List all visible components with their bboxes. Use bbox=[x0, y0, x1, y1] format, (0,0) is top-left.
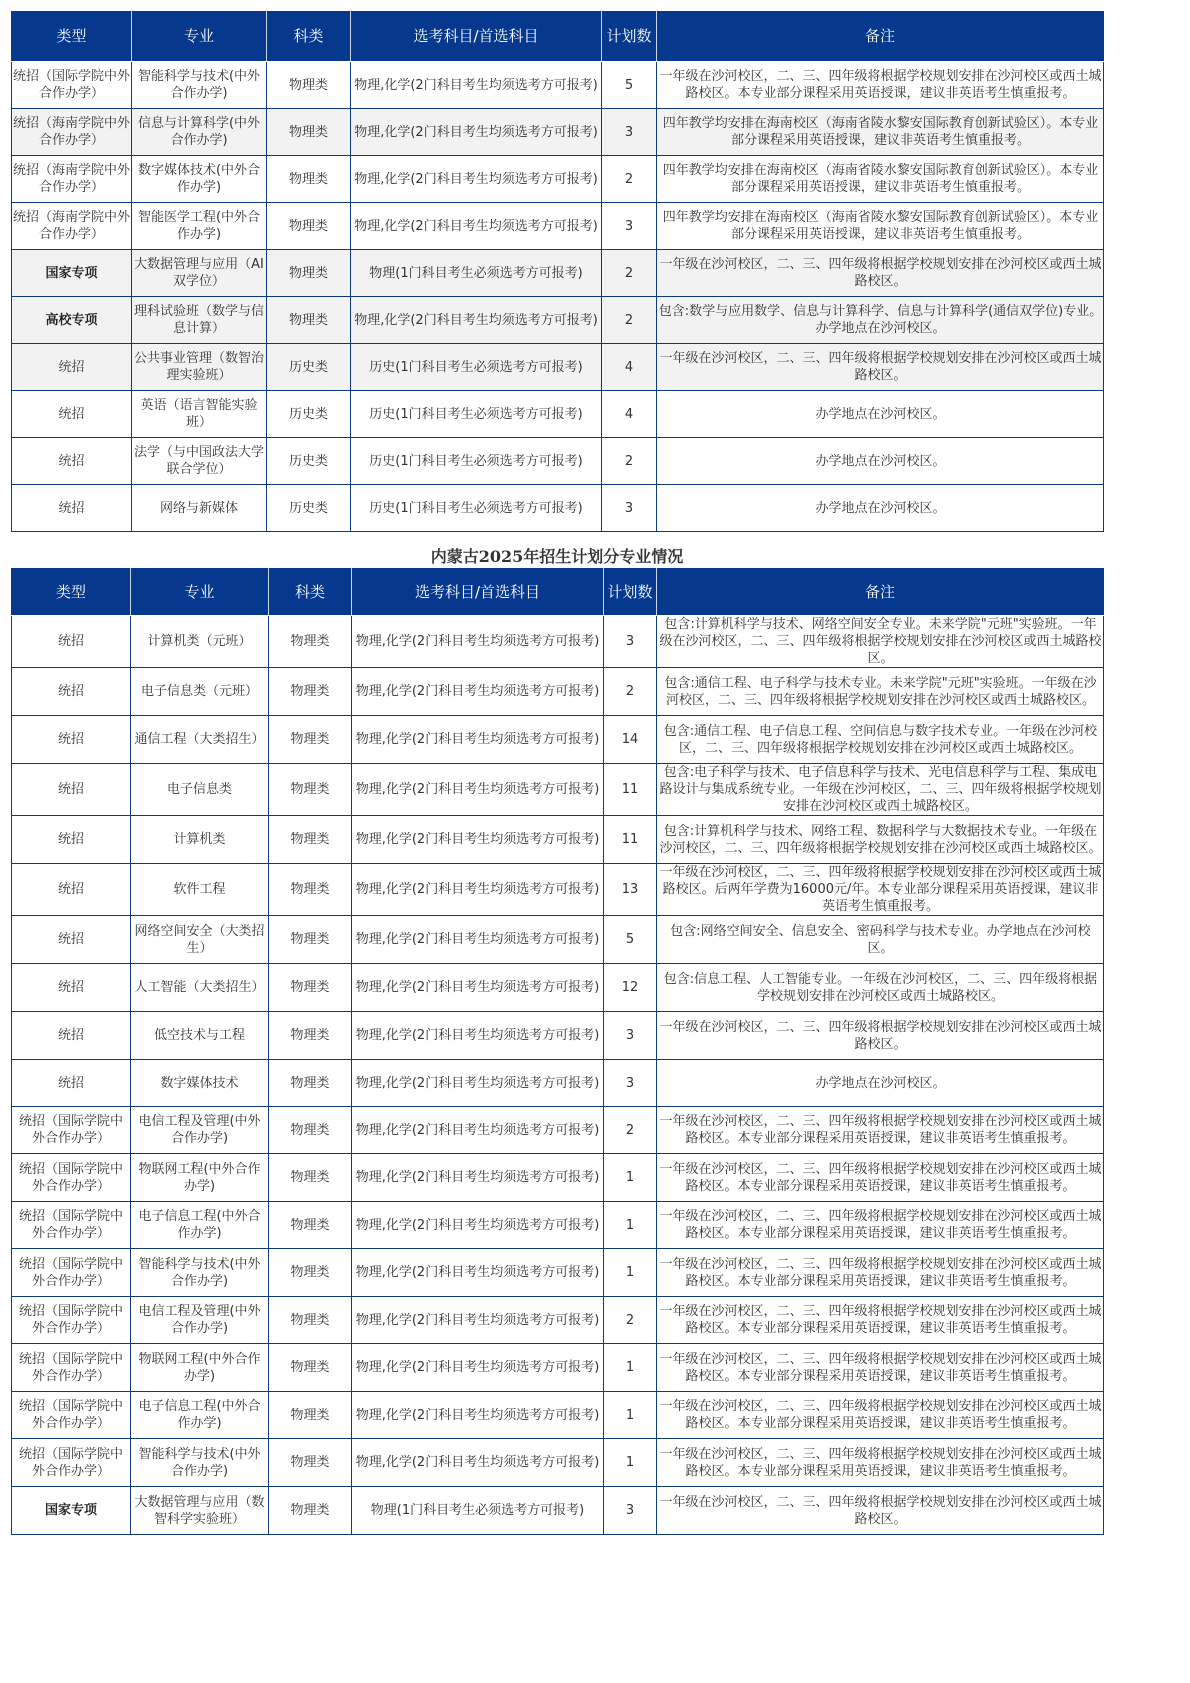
cell-note: 包含:电子科学与技术、电子信息科学与技术、光电信息科学与工程、集成电路设计与集成系统专业。一年级在沙河校区，二、三、四年级将根据学校规划安排在沙河校区或西土城路校区。 bbox=[657, 764, 1104, 816]
cell-major: 公共事业管理（数智治理实验班） bbox=[132, 344, 267, 391]
cell-major: 电信工程及管理(中外合作办学) bbox=[131, 1297, 269, 1344]
cell-subjects: 物理(1门科目考生必须选考方可报考) bbox=[351, 250, 602, 297]
cell-type: 统招（国际学院中外合作办学） bbox=[12, 1107, 131, 1154]
cell-major: 通信工程（大类招生） bbox=[131, 716, 269, 764]
cell-plan-count: 1 bbox=[604, 1439, 657, 1487]
cell-plan-count: 1 bbox=[604, 1202, 657, 1249]
cell-note: 一年级在沙河校区，二、三、四年级将根据学校规划安排在沙河校区或西土城路校区。 bbox=[657, 1012, 1104, 1060]
cell-type: 统招（海南学院中外合作办学） bbox=[12, 109, 132, 156]
table-row bbox=[12, 156, 1104, 203]
cell-major: 数字媒体技术(中外合作办学) bbox=[132, 156, 267, 203]
table-row bbox=[12, 297, 1104, 344]
cell-subjects: 物理(1门科目考生必须选考方可报考) bbox=[352, 1487, 604, 1535]
cell-type: 统招 bbox=[12, 344, 132, 391]
table-row bbox=[12, 344, 1104, 391]
cell-type: 统招 bbox=[12, 1012, 131, 1060]
table-row bbox=[12, 203, 1104, 250]
cell-note: 办学地点在沙河校区。 bbox=[657, 391, 1104, 438]
cell-note: 一年级在沙河校区，二、三、四年级将根据学校规划安排在沙河校区或西土城路校区。本专业部分课程采用英语授课，建议非英语考生慎重报考。 bbox=[657, 1249, 1104, 1297]
cell-plan-count: 3 bbox=[602, 485, 657, 532]
cell-category: 物理类 bbox=[267, 250, 351, 297]
cell-subjects: 物理,化学(2门科目考生均须选考方可报考) bbox=[352, 764, 604, 816]
cell-note: 一年级在沙河校区，二、三、四年级将根据学校规划安排在沙河校区或西土城路校区。 bbox=[657, 1487, 1104, 1535]
cell-major: 智能科学与技术(中外合作办学) bbox=[131, 1439, 269, 1487]
cell-note: 包含:计算机科学与技术、网络空间安全专业。未来学院"元班"实验班。一年级在沙河校区，二、三、四年级将根据学校规划安排在沙河校区或西土城路校区。 bbox=[657, 616, 1104, 668]
cell-note: 一年级在沙河校区，二、三、四年级将根据学校规划安排在沙河校区或西土城路校区。本专业部分课程采用英语授课，建议非英语考生慎重报考。 bbox=[657, 1154, 1104, 1202]
cell-category: 物理类 bbox=[269, 1012, 352, 1060]
cell-note: 包含:数学与应用数学、信息与计算科学、信息与计算科学(通信双学位)专业。办学地点在沙河校区。 bbox=[657, 297, 1104, 344]
table-row bbox=[12, 668, 1104, 716]
cell-subjects: 物理,化学(2门科目考生均须选考方可报考) bbox=[352, 816, 604, 864]
cell-category: 物理类 bbox=[267, 297, 351, 344]
cell-subjects: 历史(1门科目考生必须选考方可报考) bbox=[351, 438, 602, 485]
cell-type: 统招 bbox=[12, 964, 131, 1012]
cell-category: 历史类 bbox=[267, 438, 351, 485]
cell-subjects: 物理,化学(2门科目考生均须选考方可报考) bbox=[352, 1297, 604, 1344]
cell-major: 英语（语言智能实验班） bbox=[132, 391, 267, 438]
table-row bbox=[12, 62, 1104, 109]
cell-category: 物理类 bbox=[269, 616, 352, 668]
table-row bbox=[12, 109, 1104, 156]
cell-subjects: 物理,化学(2门科目考生均须选考方可报考) bbox=[351, 203, 602, 250]
cell-major: 软件工程 bbox=[131, 864, 269, 916]
cell-subjects: 物理,化学(2门科目考生均须选考方可报考) bbox=[352, 916, 604, 964]
cell-note: 一年级在沙河校区，二、三、四年级将根据学校规划安排在沙河校区或西土城路校区。本专业部分课程采用英语授课，建议非英语考生慎重报考。 bbox=[657, 1439, 1104, 1487]
table-row bbox=[12, 716, 1104, 764]
table-row bbox=[12, 438, 1104, 485]
header-plan-count: 计划数 bbox=[604, 569, 657, 616]
cell-category: 物理类 bbox=[267, 203, 351, 250]
cell-category: 历史类 bbox=[267, 391, 351, 438]
cell-plan-count: 2 bbox=[602, 250, 657, 297]
cell-note: 包含:网络空间安全、信息安全、密码科学与技术专业。办学地点在沙河校区。 bbox=[657, 916, 1104, 964]
cell-plan-count: 1 bbox=[604, 1392, 657, 1439]
cell-type: 统招（国际学院中外合作办学） bbox=[12, 1249, 131, 1297]
cell-category: 历史类 bbox=[267, 485, 351, 532]
cell-category: 物理类 bbox=[269, 816, 352, 864]
cell-subjects: 历史(1门科目考生必须选考方可报考) bbox=[351, 391, 602, 438]
cell-subjects: 物理,化学(2门科目考生均须选考方可报考) bbox=[351, 156, 602, 203]
cell-type: 统招（国际学院中外合作办学） bbox=[12, 62, 132, 109]
cell-major: 计算机类（元班） bbox=[131, 616, 269, 668]
cell-plan-count: 2 bbox=[604, 668, 657, 716]
cell-major: 电子信息工程(中外合作办学) bbox=[131, 1392, 269, 1439]
cell-type: 统招（国际学院中外合作办学） bbox=[12, 1154, 131, 1202]
cell-type: 统招 bbox=[12, 764, 131, 816]
cell-type: 统招（海南学院中外合作办学） bbox=[12, 156, 132, 203]
cell-type: 高校专项 bbox=[12, 297, 132, 344]
cell-note: 包含:通信工程、电子科学与技术专业。未来学院"元班"实验班。一年级在沙河校区，二、三、四年级将根据学校规划安排在沙河校区或西土城路校区。 bbox=[657, 668, 1104, 716]
cell-type: 国家专项 bbox=[12, 250, 132, 297]
header-notes: 备注 bbox=[657, 569, 1104, 616]
cell-category: 物理类 bbox=[267, 62, 351, 109]
cell-major: 大数据管理与应用（AI双学位） bbox=[132, 250, 267, 297]
cell-category: 物理类 bbox=[269, 1249, 352, 1297]
cell-type: 统招（国际学院中外合作办学） bbox=[12, 1344, 131, 1392]
table-row bbox=[12, 1249, 1104, 1297]
cell-subjects: 物理,化学(2门科目考生均须选考方可报考) bbox=[352, 716, 604, 764]
cell-major: 信息与计算科学(中外合作办学) bbox=[132, 109, 267, 156]
cell-subjects: 物理,化学(2门科目考生均须选考方可报考) bbox=[352, 616, 604, 668]
cell-subjects: 物理,化学(2门科目考生均须选考方可报考) bbox=[351, 62, 602, 109]
admissions-table-2 bbox=[11, 568, 1104, 1535]
cell-subjects: 物理,化学(2门科目考生均须选考方可报考) bbox=[352, 1154, 604, 1202]
cell-note: 一年级在沙河校区，二、三、四年级将根据学校规划安排在沙河校区或西土城路校区。本专业部分课程采用英语授课，建议非英语考生慎重报考。 bbox=[657, 1107, 1104, 1154]
cell-plan-count: 3 bbox=[604, 1012, 657, 1060]
cell-major: 电信工程及管理(中外合作办学) bbox=[131, 1107, 269, 1154]
cell-note: 包含:通信工程、电子信息工程、空间信息与数字技术专业。一年级在沙河校区，二、三、四年级将根据学校规划安排在沙河校区或西土城路校区。 bbox=[657, 716, 1104, 764]
cell-note: 一年级在沙河校区，二、三、四年级将根据学校规划安排在沙河校区或西土城路校区。 bbox=[657, 344, 1104, 391]
cell-plan-count: 1 bbox=[604, 1154, 657, 1202]
table-row bbox=[12, 1297, 1104, 1344]
cell-major: 电子信息类 bbox=[131, 764, 269, 816]
cell-plan-count: 4 bbox=[602, 391, 657, 438]
cell-type: 统招 bbox=[12, 391, 132, 438]
table-row bbox=[12, 1107, 1104, 1154]
cell-subjects: 历史(1门科目考生必须选考方可报考) bbox=[351, 344, 602, 391]
cell-note: 一年级在沙河校区，二、三、四年级将根据学校规划安排在沙河校区或西土城路校区。本专业部分课程采用英语授课，建议非英语考生慎重报考。 bbox=[657, 1392, 1104, 1439]
cell-major: 人工智能（大类招生） bbox=[131, 964, 269, 1012]
cell-plan-count: 1 bbox=[604, 1249, 657, 1297]
cell-note: 四年教学均安排在海南校区（海南省陵水黎安国际教育创新试验区）。本专业部分课程采用英语授课，建议非英语考生慎重报考。 bbox=[657, 156, 1104, 203]
cell-category: 物理类 bbox=[269, 916, 352, 964]
cell-type: 国家专项 bbox=[12, 1487, 131, 1535]
cell-major: 智能医学工程(中外合作办学) bbox=[132, 203, 267, 250]
cell-major: 法学（与中国政法大学联合学位） bbox=[132, 438, 267, 485]
header-major: 专业 bbox=[132, 12, 267, 62]
cell-subjects: 物理,化学(2门科目考生均须选考方可报考) bbox=[351, 297, 602, 344]
cell-major: 数字媒体技术 bbox=[131, 1060, 269, 1107]
cell-category: 历史类 bbox=[267, 344, 351, 391]
cell-plan-count: 4 bbox=[602, 344, 657, 391]
section-title: 内蒙古2025年招生计划分专业情况 bbox=[430, 547, 684, 566]
table-row bbox=[12, 916, 1104, 964]
header-notes: 备注 bbox=[657, 12, 1104, 62]
table-row bbox=[12, 1344, 1104, 1392]
cell-plan-count: 3 bbox=[602, 109, 657, 156]
header-category: 科类 bbox=[267, 12, 351, 62]
cell-category: 物理类 bbox=[269, 1297, 352, 1344]
cell-type: 统招 bbox=[12, 616, 131, 668]
cell-subjects: 物理,化学(2门科目考生均须选考方可报考) bbox=[352, 864, 604, 916]
cell-major: 网络与新媒体 bbox=[132, 485, 267, 532]
cell-category: 物理类 bbox=[269, 716, 352, 764]
table-row bbox=[12, 964, 1104, 1012]
cell-category: 物理类 bbox=[267, 156, 351, 203]
cell-plan-count: 2 bbox=[602, 156, 657, 203]
header-plan-count: 计划数 bbox=[602, 12, 657, 62]
cell-category: 物理类 bbox=[269, 668, 352, 716]
cell-plan-count: 11 bbox=[604, 816, 657, 864]
cell-type: 统招 bbox=[12, 716, 131, 764]
cell-plan-count: 1 bbox=[604, 1344, 657, 1392]
header-category: 科类 bbox=[269, 569, 352, 616]
cell-subjects: 物理,化学(2门科目考生均须选考方可报考) bbox=[352, 1392, 604, 1439]
cell-plan-count: 2 bbox=[602, 297, 657, 344]
cell-category: 物理类 bbox=[269, 1487, 352, 1535]
cell-type: 统招（国际学院中外合作办学） bbox=[12, 1202, 131, 1249]
cell-major: 电子信息工程(中外合作办学) bbox=[131, 1202, 269, 1249]
cell-plan-count: 11 bbox=[604, 764, 657, 816]
cell-type: 统招 bbox=[12, 1060, 131, 1107]
cell-note: 一年级在沙河校区，二、三、四年级将根据学校规划安排在沙河校区或西土城路校区。本专业部分课程采用英语授课，建议非英语考生慎重报考。 bbox=[657, 1202, 1104, 1249]
cell-major: 物联网工程(中外合作办学) bbox=[131, 1344, 269, 1392]
cell-major: 物联网工程(中外合作办学) bbox=[131, 1154, 269, 1202]
header-type: 类型 bbox=[12, 12, 132, 62]
cell-major: 大数据管理与应用（数智科学实验班） bbox=[131, 1487, 269, 1535]
table-row bbox=[12, 391, 1104, 438]
table-row bbox=[12, 616, 1104, 668]
cell-type: 统招（国际学院中外合作办学） bbox=[12, 1297, 131, 1344]
cell-subjects: 物理,化学(2门科目考生均须选考方可报考) bbox=[352, 1344, 604, 1392]
cell-plan-count: 2 bbox=[604, 1107, 657, 1154]
cell-type: 统招（海南学院中外合作办学） bbox=[12, 203, 132, 250]
cell-note: 包含:信息工程、人工智能专业。一年级在沙河校区，二、三、四年级将根据学校规划安排在沙河校区或西土城路校区。 bbox=[657, 964, 1104, 1012]
cell-subjects: 物理,化学(2门科目考生均须选考方可报考) bbox=[352, 1202, 604, 1249]
cell-category: 物理类 bbox=[269, 1060, 352, 1107]
cell-type: 统招（国际学院中外合作办学） bbox=[12, 1392, 131, 1439]
table-row bbox=[12, 250, 1104, 297]
cell-major: 理科试验班（数学与信息计算） bbox=[132, 297, 267, 344]
table-row bbox=[12, 1487, 1104, 1535]
cell-note: 一年级在沙河校区，二、三、四年级将根据学校规划安排在沙河校区或西土城路校区。本专业部分课程采用英语授课，建议非英语考生慎重报考。 bbox=[657, 1297, 1104, 1344]
cell-type: 统招 bbox=[12, 816, 131, 864]
cell-subjects: 物理,化学(2门科目考生均须选考方可报考) bbox=[352, 668, 604, 716]
cell-category: 物理类 bbox=[269, 1154, 352, 1202]
cell-note: 一年级在沙河校区，二、三、四年级将根据学校规划安排在沙河校区或西土城路校区。 bbox=[657, 250, 1104, 297]
header-major: 专业 bbox=[131, 569, 269, 616]
cell-major: 电子信息类（元班） bbox=[131, 668, 269, 716]
table-row bbox=[12, 485, 1104, 532]
cell-major: 智能科学与技术(中外合作办学) bbox=[131, 1249, 269, 1297]
table-header-row bbox=[12, 12, 1104, 62]
cell-subjects: 物理,化学(2门科目考生均须选考方可报考) bbox=[351, 109, 602, 156]
cell-plan-count: 12 bbox=[604, 964, 657, 1012]
cell-plan-count: 5 bbox=[604, 916, 657, 964]
cell-type: 统招 bbox=[12, 916, 131, 964]
cell-type: 统招 bbox=[12, 485, 132, 532]
cell-subjects: 物理,化学(2门科目考生均须选考方可报考) bbox=[352, 1249, 604, 1297]
cell-major: 计算机类 bbox=[131, 816, 269, 864]
table-row bbox=[12, 1012, 1104, 1060]
cell-category: 物理类 bbox=[269, 1344, 352, 1392]
cell-note: 一年级在沙河校区，二、三、四年级将根据学校规划安排在沙河校区或西土城路校区。本专业部分课程采用英语授课，建议非英语考生慎重报考。 bbox=[657, 62, 1104, 109]
cell-subjects: 物理,化学(2门科目考生均须选考方可报考) bbox=[352, 1107, 604, 1154]
cell-category: 物理类 bbox=[269, 1202, 352, 1249]
cell-note: 一年级在沙河校区，二、三、四年级将根据学校规划安排在沙河校区或西土城路校区。本专业部分课程采用英语授课，建议非英语考生慎重报考。 bbox=[657, 1344, 1104, 1392]
cell-note: 一年级在沙河校区，二、三、四年级将根据学校规划安排在沙河校区或西土城路校区。后两年学费为16000元/年。本专业部分课程采用英语授课，建议非英语考生慎重报考。 bbox=[657, 864, 1104, 916]
cell-major: 智能科学与技术(中外合作办学) bbox=[132, 62, 267, 109]
cell-type: 统招 bbox=[12, 668, 131, 716]
cell-note: 办学地点在沙河校区。 bbox=[657, 438, 1104, 485]
cell-plan-count: 5 bbox=[602, 62, 657, 109]
cell-subjects: 物理,化学(2门科目考生均须选考方可报考) bbox=[352, 964, 604, 1012]
cell-plan-count: 3 bbox=[604, 616, 657, 668]
table-row bbox=[12, 1392, 1104, 1439]
cell-note: 四年教学均安排在海南校区（海南省陵水黎安国际教育创新试验区）。本专业部分课程采用英语授课，建议非英语考生慎重报考。 bbox=[657, 203, 1104, 250]
table-row bbox=[12, 864, 1104, 916]
table-row bbox=[12, 1154, 1104, 1202]
cell-subjects: 物理,化学(2门科目考生均须选考方可报考) bbox=[352, 1060, 604, 1107]
cell-category: 物理类 bbox=[267, 109, 351, 156]
table-row bbox=[12, 1060, 1104, 1107]
cell-note: 包含:计算机科学与技术、网络工程、数据科学与大数据技术专业。一年级在沙河校区，二、三、四年级将根据学校规划安排在沙河校区或西土城路校区。 bbox=[657, 816, 1104, 864]
header-subjects: 选考科目/首选科目 bbox=[352, 569, 604, 616]
cell-plan-count: 2 bbox=[602, 438, 657, 485]
admissions-table-1 bbox=[11, 11, 1104, 532]
cell-category: 物理类 bbox=[269, 1107, 352, 1154]
cell-category: 物理类 bbox=[269, 764, 352, 816]
table-row bbox=[12, 1202, 1104, 1249]
cell-category: 物理类 bbox=[269, 964, 352, 1012]
cell-note: 四年教学均安排在海南校区（海南省陵水黎安国际教育创新试验区）。本专业部分课程采用英语授课，建议非英语考生慎重报考。 bbox=[657, 109, 1104, 156]
table-header-row bbox=[12, 569, 1104, 616]
cell-plan-count: 3 bbox=[604, 1060, 657, 1107]
cell-category: 物理类 bbox=[269, 1439, 352, 1487]
cell-type: 统招（国际学院中外合作办学） bbox=[12, 1439, 131, 1487]
cell-category: 物理类 bbox=[269, 1392, 352, 1439]
header-subjects: 选考科目/首选科目 bbox=[351, 12, 602, 62]
cell-note: 办学地点在沙河校区。 bbox=[657, 1060, 1104, 1107]
cell-plan-count: 14 bbox=[604, 716, 657, 764]
cell-subjects: 物理,化学(2门科目考生均须选考方可报考) bbox=[352, 1012, 604, 1060]
cell-plan-count: 2 bbox=[604, 1297, 657, 1344]
cell-subjects: 物理,化学(2门科目考生均须选考方可报考) bbox=[352, 1439, 604, 1487]
cell-major: 低空技术与工程 bbox=[131, 1012, 269, 1060]
cell-subjects: 历史(1门科目考生必须选考方可报考) bbox=[351, 485, 602, 532]
table-row bbox=[12, 1439, 1104, 1487]
cell-type: 统招 bbox=[12, 864, 131, 916]
table-row bbox=[12, 764, 1104, 816]
cell-plan-count: 13 bbox=[604, 864, 657, 916]
header-type: 类型 bbox=[12, 569, 131, 616]
table-row bbox=[12, 816, 1104, 864]
cell-type: 统招 bbox=[12, 438, 132, 485]
cell-plan-count: 3 bbox=[602, 203, 657, 250]
cell-plan-count: 3 bbox=[604, 1487, 657, 1535]
cell-category: 物理类 bbox=[269, 864, 352, 916]
cell-major: 网络空间安全（大类招生） bbox=[131, 916, 269, 964]
cell-note: 办学地点在沙河校区。 bbox=[657, 485, 1104, 532]
